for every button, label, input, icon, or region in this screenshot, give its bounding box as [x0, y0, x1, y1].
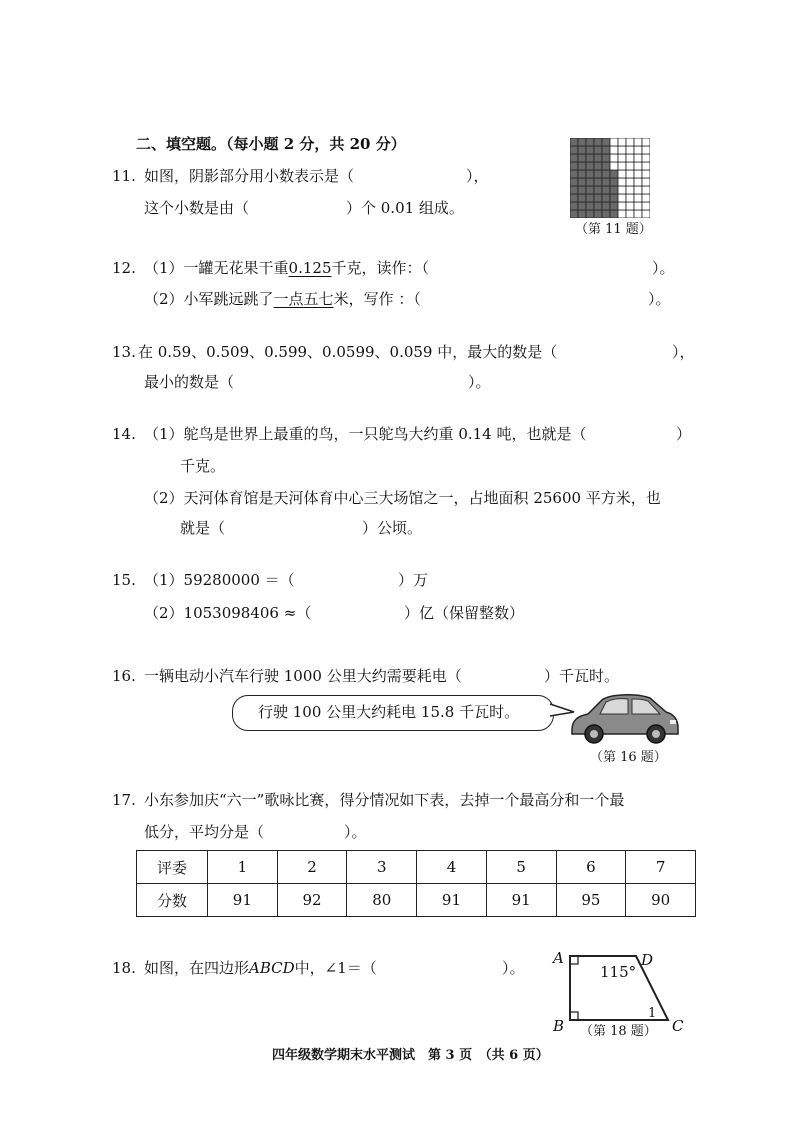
grid-cell — [626, 170, 634, 178]
vertex-d-label: D — [641, 951, 654, 969]
table-cell: 91 — [208, 884, 278, 917]
grid-cell-shaded — [602, 138, 610, 146]
q11-number: 11. — [112, 167, 136, 185]
grid-cell-shaded — [610, 210, 618, 218]
q16-line: 一辆电动小汽车行驶 1000 公里大约需要耗电（ — [144, 667, 462, 685]
grid-cell — [642, 178, 650, 186]
q17-line1: 小东参加庆“六一”歌咏比赛，得分情况如下表，去掉一个最高分和一个最 — [144, 791, 625, 809]
grid-cell — [642, 162, 650, 170]
q11-line1-end: ）， — [466, 167, 489, 185]
table-cell: 80 — [347, 884, 417, 917]
q11-line2-a: 这个小数是由（ — [144, 199, 250, 217]
q15-p2-a: （2）1053098406 ≈（ — [144, 604, 312, 622]
grid-cell-shaded — [570, 210, 578, 218]
q12-p1-a: （1）一罐无花果干重 — [144, 259, 289, 277]
grid-cell — [618, 138, 626, 146]
grid-cell-shaded — [578, 162, 586, 170]
table-cell: 4 — [417, 851, 487, 884]
grid-cell-shaded — [594, 138, 602, 146]
grid-cell — [618, 162, 626, 170]
grid-cell — [626, 178, 634, 186]
grid-cell — [618, 186, 626, 194]
grid-cell — [610, 146, 618, 154]
grid-cell — [626, 162, 634, 170]
grid-cell — [626, 202, 634, 210]
grid-cell-shaded — [602, 210, 610, 218]
table-cell: 1 — [208, 851, 278, 884]
grid-cell-shaded — [578, 154, 586, 162]
grid-cell-shaded — [610, 202, 618, 210]
grid-cell-shaded — [594, 202, 602, 210]
q11-line2-b: ）个 0.01 组成。 — [346, 199, 464, 217]
q11-line1: 如图，阴影部分用小数表示是（ — [144, 167, 355, 185]
grid-cell-shaded — [578, 186, 586, 194]
q13-line2: 最小的数是（ — [144, 373, 235, 391]
grid-cell-shaded — [602, 178, 610, 186]
q12-p2-underlined: 一点五七 — [273, 290, 334, 308]
grid-cell-shaded — [594, 194, 602, 202]
grid-cell-shaded — [570, 154, 578, 162]
q13-line1: 在 0.59、0.509、0.599、0.0599、0.059 中，最大的数是（ — [138, 343, 558, 361]
grid-cell — [634, 186, 642, 194]
grid-cell — [634, 178, 642, 186]
q13-number: 13. — [112, 343, 136, 361]
q14-p1-end: ） — [676, 425, 692, 443]
grid-cell-shaded — [586, 154, 594, 162]
grid-cell — [618, 170, 626, 178]
grid-cell-shaded — [586, 202, 594, 210]
q16-caption: （第 16 题） — [590, 750, 667, 765]
grid-cell-shaded — [586, 138, 594, 146]
table-cell: 95 — [556, 884, 626, 917]
grid-cell — [618, 202, 626, 210]
grid-cell-shaded — [586, 178, 594, 186]
grid-cell — [626, 146, 634, 154]
grid-cell-shaded — [602, 186, 610, 194]
grid-cell — [634, 154, 642, 162]
angle-d-label: 115° — [600, 963, 637, 981]
q17-line2: 低分，平均分是（ — [144, 823, 265, 841]
grid-cell-shaded — [570, 170, 578, 178]
q18-line-a: 如图，在四边形 — [144, 959, 250, 977]
table-header-cell: 分数 — [137, 884, 208, 917]
grid-cell-shaded — [602, 146, 610, 154]
grid-cell-shaded — [570, 178, 578, 186]
grid-cell-shaded — [578, 178, 586, 186]
grid-cell-shaded — [594, 154, 602, 162]
table-cell: 3 — [347, 851, 417, 884]
vertex-b-label: B — [553, 1017, 565, 1035]
table-cell: 6 — [556, 851, 626, 884]
grid-cell-shaded — [602, 202, 610, 210]
table-row — [137, 851, 696, 884]
table-cell: 7 — [626, 851, 696, 884]
q18-line-end: ）。 — [502, 959, 525, 977]
q15-p2-end: ）亿（保留整数） — [404, 604, 525, 622]
grid-cell-shaded — [578, 202, 586, 210]
grid-cell-shaded — [570, 186, 578, 194]
table-cell: 2 — [277, 851, 347, 884]
q13-line1-end: ）， — [672, 343, 695, 361]
grid-cell — [610, 154, 618, 162]
grid-cell — [610, 162, 618, 170]
grid-cell — [618, 210, 626, 218]
grid-cell-shaded — [610, 170, 618, 178]
q12-p1-b: 千克，读作：（ — [331, 259, 430, 277]
grid-cell-shaded — [586, 170, 594, 178]
q14-p2-a: （2）天河体育馆是天河体育中心三大场馆之一，占地面积 25600 平方米，也 — [144, 489, 661, 507]
grid-cell-shaded — [602, 154, 610, 162]
q16-number: 16. — [112, 667, 136, 685]
q12-p2-end: ）。 — [648, 290, 671, 308]
grid-cell — [634, 170, 642, 178]
table-header-cell: 评委 — [137, 851, 208, 884]
grid-cell-shaded — [570, 138, 578, 146]
vertex-c-label: C — [672, 1017, 684, 1035]
table-row — [137, 884, 696, 917]
grid-cell — [642, 138, 650, 146]
grid-cell — [626, 154, 634, 162]
q12-p2-a: （2）小军跳远跳了 — [144, 290, 274, 308]
grid-cell — [610, 138, 618, 146]
grid-cell-shaded — [602, 162, 610, 170]
grid-cell — [634, 138, 642, 146]
table-cell: 91 — [486, 884, 556, 917]
table-cell: 5 — [486, 851, 556, 884]
q12-number: 12. — [112, 259, 136, 277]
grid-cell — [618, 178, 626, 186]
grid-cell-shaded — [594, 146, 602, 154]
grid-cell-shaded — [578, 170, 586, 178]
grid-cell-shaded — [570, 162, 578, 170]
grid-cell-shaded — [610, 186, 618, 194]
grid-cell — [642, 210, 650, 218]
vertex-a-label: A — [553, 949, 564, 967]
grid-cell-shaded — [594, 186, 602, 194]
q18-abcd: ABCD — [249, 959, 295, 977]
grid-cell — [626, 194, 634, 202]
grid-cell-shaded — [586, 162, 594, 170]
page-footer: 四年级数学期末水平测试 第 3 页 （共 6 页） — [272, 1048, 549, 1063]
section-title: 二、填空题。（每小题 2 分，共 20 分） — [136, 135, 406, 153]
grid-cell — [618, 194, 626, 202]
score-table — [136, 850, 696, 917]
q12-p1-underlined: 0.125 — [288, 259, 332, 277]
grid-cell — [634, 210, 642, 218]
q14-p2-b: 就是（ — [180, 519, 226, 537]
table-cell: 91 — [417, 884, 487, 917]
q15-p1-a: （1）59280000 ＝（ — [144, 571, 295, 589]
grid-cell — [634, 162, 642, 170]
grid-cell-shaded — [594, 210, 602, 218]
grid-cell-shaded — [578, 194, 586, 202]
q16-bubble-text: 行驶 100 公里大约耗电 15.8 千瓦时。 — [258, 703, 520, 721]
q11-hundred-grid — [570, 138, 650, 218]
grid-cell-shaded — [594, 162, 602, 170]
angle-1-label: 1 — [648, 1006, 657, 1021]
grid-cell-shaded — [610, 178, 618, 186]
grid-cell — [626, 138, 634, 146]
grid-cell — [642, 170, 650, 178]
q18-caption: （第 18 题） — [580, 1024, 657, 1039]
grid-cell — [642, 194, 650, 202]
grid-cell-shaded — [594, 170, 602, 178]
grid-cell-shaded — [570, 202, 578, 210]
grid-cell-shaded — [586, 210, 594, 218]
grid-cell — [642, 202, 650, 210]
q14-number: 14. — [112, 425, 136, 443]
grid-cell — [642, 146, 650, 154]
q14-p1-a: （1）鸵鸟是世界上最重的鸟，一只鸵鸟大约重 0.14 吨，也就是（ — [144, 425, 587, 443]
grid-cell — [634, 194, 642, 202]
grid-cell — [618, 154, 626, 162]
q14-p2-end: ）公顷。 — [362, 519, 423, 537]
q17-line2-end: ）。 — [344, 823, 367, 841]
q14-p1-c: 千克。 — [180, 457, 226, 475]
grid-cell-shaded — [586, 186, 594, 194]
grid-cell-shaded — [594, 178, 602, 186]
table-cell: 92 — [277, 884, 347, 917]
grid-cell-shaded — [602, 194, 610, 202]
q16-line-end: ）千瓦时。 — [544, 667, 620, 685]
q17-number: 17. — [112, 791, 136, 809]
table-cell: 90 — [626, 884, 696, 917]
grid-cell-shaded — [578, 138, 586, 146]
grid-cell-shaded — [578, 146, 586, 154]
q15-p1-end: ）万 — [398, 571, 429, 589]
grid-cell-shaded — [610, 194, 618, 202]
grid-cell-shaded — [570, 194, 578, 202]
grid-cell — [626, 186, 634, 194]
grid-cell — [634, 202, 642, 210]
q15-number: 15. — [112, 571, 136, 589]
grid-cell — [642, 186, 650, 194]
q18-line-b: 中，∠1＝（ — [294, 959, 377, 977]
grid-cell — [618, 146, 626, 154]
grid-cell — [634, 146, 642, 154]
q13-line2-end: ）。 — [468, 373, 491, 391]
q12-p2-b: 米，写作 ：（ — [333, 290, 421, 308]
grid-cell — [626, 210, 634, 218]
q18-number: 18. — [112, 959, 136, 977]
grid-cell-shaded — [570, 146, 578, 154]
grid-cell-shaded — [602, 170, 610, 178]
grid-cell-shaded — [586, 146, 594, 154]
q12-p1-end: ）。 — [652, 259, 675, 277]
grid-cell — [642, 154, 650, 162]
q11-caption: （第 11 题） — [575, 222, 652, 237]
grid-cell-shaded — [578, 210, 586, 218]
grid-cell-shaded — [586, 194, 594, 202]
car-icon — [566, 690, 682, 746]
